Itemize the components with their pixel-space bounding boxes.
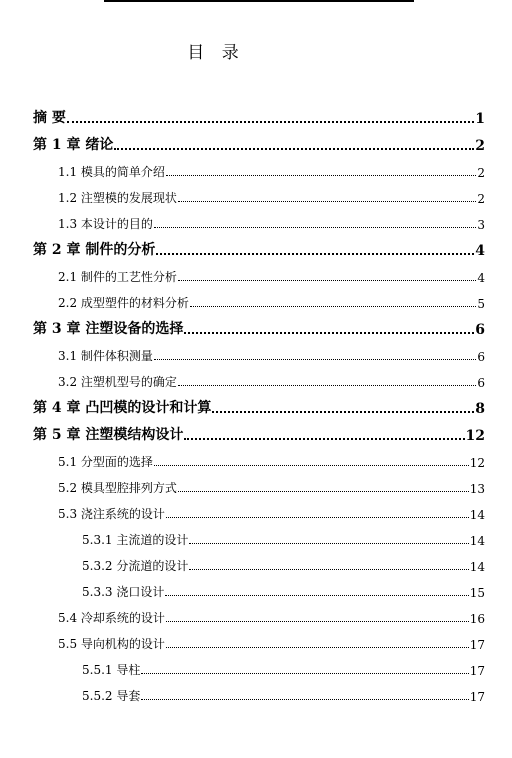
toc-page-number: 14 [469, 508, 485, 522]
toc-entry-text: 5.5 导向机构的设计 [58, 637, 165, 651]
toc-entry-text: 第 5 章 注塑模结构设计 [33, 427, 184, 443]
dot-leader [178, 490, 469, 492]
toc-entry-text: 第 3 章 注塑设备的选择 [33, 321, 184, 337]
dot-leader [189, 568, 468, 570]
toc-entry-text: 1.2 注塑模的发展现状 [58, 191, 177, 205]
toc-page-number: 4 [475, 243, 485, 259]
toc-section-entry[interactable] [33, 338, 485, 364]
toc-entry-text: 2.2 成型塑件的材料分析 [58, 296, 189, 310]
toc-entry-text: 5.5.2 导套 [82, 689, 141, 703]
dot-leader [67, 120, 474, 123]
dot-leader [154, 226, 476, 228]
toc-page-number: 6 [475, 322, 485, 338]
toc-section-entry[interactable] [33, 496, 485, 522]
toc-section-entry[interactable] [33, 548, 485, 574]
dot-leader [114, 147, 474, 150]
dot-leader [166, 620, 469, 622]
toc-chapter-entry[interactable] [33, 390, 485, 417]
toc-page-number: 2 [477, 192, 485, 206]
toc-section-entry[interactable] [33, 574, 485, 600]
toc-page-number: 17 [469, 690, 485, 704]
dot-leader [165, 594, 468, 596]
toc-page-number: 17 [469, 638, 485, 652]
toc-chapter-entry[interactable] [33, 127, 485, 154]
toc-chapter-entry[interactable] [33, 100, 485, 127]
header-rule [104, 0, 414, 2]
dot-leader [178, 384, 476, 386]
toc-entry-text: 5.3 浇注系统的设计 [58, 507, 165, 521]
toc-section-entry[interactable] [33, 652, 485, 678]
toc-section-entry[interactable] [33, 522, 485, 548]
dot-leader [178, 200, 476, 202]
toc-entry-text: 1.1 模具的简单介绍 [58, 165, 165, 179]
toc-section-entry[interactable] [33, 600, 485, 626]
toc-section-entry[interactable] [33, 180, 485, 206]
toc-page-number: 2 [477, 166, 485, 180]
toc-entry-text: 5.4 冷却系统的设计 [58, 611, 165, 625]
dot-leader [184, 437, 464, 440]
dot-leader [141, 672, 468, 674]
toc-page-number: 14 [469, 534, 485, 548]
toc-page-number: 16 [469, 612, 485, 626]
toc-page-number: 17 [469, 664, 485, 678]
toc-page-number: 15 [469, 586, 485, 600]
toc-entry-text: 第 4 章 凸凹模的设计和计算 [33, 400, 212, 416]
toc-entry-text: 3.2 注塑机型号的确定 [58, 375, 177, 389]
table-of-contents [33, 100, 485, 704]
toc-page-number: 3 [477, 218, 485, 232]
dot-leader [166, 516, 469, 518]
dot-leader [141, 698, 468, 700]
toc-entry-text: 第 1 章 绪论 [33, 137, 114, 153]
dot-leader [166, 174, 476, 176]
dot-leader [184, 331, 474, 334]
dot-leader [154, 464, 469, 466]
toc-section-entry[interactable] [33, 259, 485, 285]
toc-page-number: 12 [469, 456, 485, 470]
toc-page-number: 13 [469, 482, 485, 496]
toc-section-entry[interactable] [33, 206, 485, 232]
toc-entry-text: 5.5.1 导柱 [82, 663, 141, 677]
dot-leader [190, 305, 476, 307]
dot-leader [178, 279, 476, 281]
toc-section-entry[interactable] [33, 444, 485, 470]
toc-entry-text: 3.1 制件体积测量 [58, 349, 153, 363]
toc-page-number: 2 [475, 138, 485, 154]
toc-section-entry[interactable] [33, 678, 485, 704]
toc-entry-text: 1.3 本设计的目的 [58, 217, 153, 231]
page-title: 目 录 [187, 43, 245, 63]
dot-leader [154, 358, 476, 360]
toc-section-entry[interactable] [33, 364, 485, 390]
toc-page-number: 14 [469, 560, 485, 574]
toc-section-entry[interactable] [33, 626, 485, 652]
toc-chapter-entry[interactable] [33, 232, 485, 259]
toc-page-number: 4 [477, 271, 485, 285]
toc-page-number: 12 [465, 428, 485, 444]
toc-page-number: 8 [475, 401, 485, 417]
toc-page-number: 5 [477, 297, 485, 311]
toc-entry-text: 第 2 章 制件的分析 [33, 242, 156, 258]
toc-entry-text: 2.1 制件的工艺性分析 [58, 270, 177, 284]
toc-chapter-entry[interactable] [33, 417, 485, 444]
dot-leader [156, 252, 474, 255]
dot-leader [189, 542, 468, 544]
toc-section-entry[interactable] [33, 470, 485, 496]
toc-chapter-entry[interactable] [33, 311, 485, 338]
toc-entry-text: 摘 要 [33, 110, 66, 126]
toc-entry-text: 5.3.3 浇口设计 [82, 585, 165, 599]
toc-page-number: 6 [477, 350, 485, 364]
toc-section-entry[interactable] [33, 154, 485, 180]
toc-page-number: 6 [477, 376, 485, 390]
dot-leader [166, 646, 469, 648]
toc-entry-text: 5.3.1 主流道的设计 [82, 533, 189, 547]
toc-section-entry[interactable] [33, 285, 485, 311]
toc-page-number: 1 [475, 111, 485, 127]
dot-leader [212, 410, 474, 413]
toc-entry-text: 5.3.2 分流道的设计 [82, 559, 189, 573]
toc-entry-text: 5.2 模具型腔排列方式 [58, 481, 177, 495]
toc-entry-text: 5.1 分型面的选择 [58, 455, 153, 469]
